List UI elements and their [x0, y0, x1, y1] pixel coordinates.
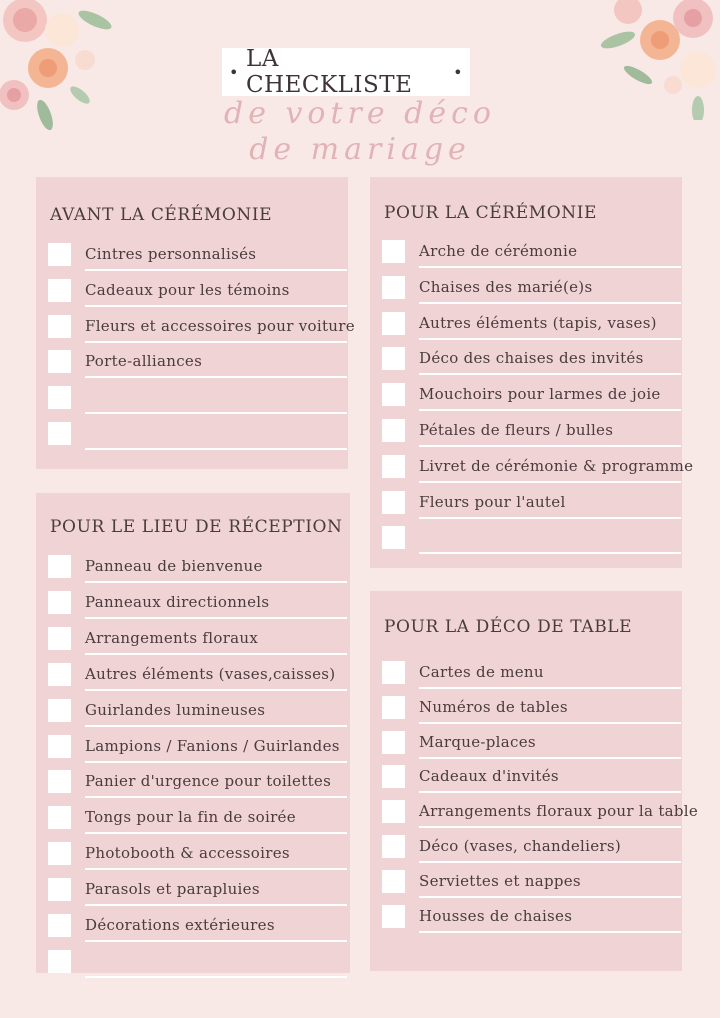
checkbox[interactable] [48, 663, 71, 686]
checklist-item-label: Housses de chaises [419, 907, 573, 925]
writing-line [85, 796, 347, 798]
checkbox[interactable] [48, 878, 71, 901]
checklist-item-label: Pétales de fleurs / bulles [419, 421, 614, 439]
title-bullet-left: • [229, 62, 239, 82]
section-title: POUR LA DÉCO DE TABLE [384, 617, 633, 637]
checklist-item-label: Cartes de menu [419, 663, 544, 681]
checkbox[interactable] [382, 455, 405, 478]
checkbox[interactable] [382, 731, 405, 754]
writing-line [419, 517, 681, 519]
checklist-item-label: Cintres personnalisés [85, 245, 257, 263]
checkbox[interactable] [48, 770, 71, 793]
checklist-item [382, 491, 682, 517]
checklist-item [382, 312, 682, 338]
checklist-item [382, 419, 682, 445]
checklist-item [48, 422, 348, 448]
checklist-item-label: Déco des chaises des invités [419, 349, 644, 367]
checklist-item [48, 950, 348, 976]
checklist-item [48, 315, 355, 341]
checklist-item-label: Fleurs et accessoires pour voiture [85, 317, 355, 335]
writing-line [419, 931, 681, 933]
checkbox[interactable] [382, 696, 405, 719]
writing-line [419, 826, 681, 828]
writing-line [85, 617, 347, 619]
checklist-item-label: Livret de cérémonie & programme [419, 457, 694, 475]
checkbox[interactable] [382, 383, 405, 406]
checkbox[interactable] [48, 735, 71, 758]
checkbox[interactable] [48, 243, 71, 266]
checklist-item [382, 455, 694, 481]
checklist-item-label: Parasols et parapluies [85, 880, 260, 898]
writing-line [85, 761, 347, 763]
checklist-item-label: Autres éléments (tapis, vases) [419, 314, 657, 332]
checkbox[interactable] [48, 350, 71, 373]
checklist-item [48, 386, 348, 412]
checklist-item-label: Autres éléments (vases,caisses) [85, 665, 336, 683]
writing-line [85, 581, 347, 583]
script-subtitle-line2: de mariage [249, 132, 471, 167]
checkbox[interactable] [48, 914, 71, 937]
checklist-item-label: Lampions / Fanions / Guirlandes [85, 737, 340, 755]
writing-line [85, 940, 347, 942]
checkbox[interactable] [48, 386, 71, 409]
checklist-item [382, 765, 682, 791]
writing-line [85, 904, 347, 906]
checklist-item-label: Fleurs pour l'autel [419, 493, 566, 511]
checkbox[interactable] [382, 240, 405, 263]
checklist-item-label: Marque-places [419, 733, 536, 751]
checklist-item [382, 870, 682, 896]
writing-line [419, 338, 681, 340]
checklist-item-label: Porte-alliances [85, 352, 203, 370]
writing-line [419, 687, 681, 689]
page-title [222, 48, 470, 96]
writing-line [419, 481, 681, 483]
checklist-item [382, 905, 682, 931]
checklist-item-label: Photobooth & accessoires [85, 844, 290, 862]
checklist-item [48, 878, 348, 904]
checkbox[interactable] [48, 842, 71, 865]
checklist-item-label: Arche de cérémonie [419, 242, 578, 260]
script-subtitle-line1: de votre déco [223, 96, 496, 131]
checkbox[interactable] [382, 800, 405, 823]
checklist-item-label: Panneaux directionnels [85, 593, 270, 611]
section-pour-la-deco-de-table [370, 591, 699, 971]
checklist-item [48, 806, 348, 832]
checklist-item [382, 240, 682, 266]
checkbox[interactable] [382, 661, 405, 684]
writing-line [85, 832, 347, 834]
checklist-item-label: Arrangements floraux [85, 629, 259, 647]
writing-line [85, 305, 347, 307]
checklist-item [48, 243, 348, 269]
checkbox[interactable] [382, 312, 405, 335]
checklist-item [48, 735, 348, 761]
checkbox[interactable] [382, 870, 405, 893]
checklist-item [382, 526, 682, 552]
checklist-item-label: Arrangements floraux pour la table [419, 802, 699, 820]
checklist-item [48, 627, 348, 653]
checkbox[interactable] [382, 491, 405, 514]
writing-line [85, 341, 347, 343]
checkbox[interactable] [48, 806, 71, 829]
title-text: LA CHECKLISTE [245, 46, 413, 98]
checkbox[interactable] [382, 419, 405, 442]
checklist-item-label: Serviettes et nappes [419, 872, 581, 890]
checkbox[interactable] [382, 526, 405, 549]
checkbox[interactable] [48, 950, 71, 973]
checklist-item-label: Guirlandes lumineuses [85, 701, 266, 719]
checkbox[interactable] [48, 591, 71, 614]
section-pour-la-ceremonie [370, 177, 694, 568]
writing-line [419, 409, 681, 411]
writing-line [419, 302, 681, 304]
checkbox[interactable] [382, 347, 405, 370]
checklist-item-label: Panneau de bienvenue [85, 557, 263, 575]
writing-line [419, 552, 681, 554]
checklist-item [382, 383, 682, 409]
writing-line [85, 868, 347, 870]
writing-line [85, 653, 347, 655]
checklist-item-label: Décorations extérieures [85, 916, 275, 934]
checklist-item [382, 696, 682, 722]
writing-line [419, 896, 681, 898]
checklist-item [48, 591, 348, 617]
writing-line [85, 976, 347, 978]
checklist-item-label: Cadeaux pour les témoins [85, 281, 290, 299]
checklist-item [382, 800, 699, 826]
checklist-item [382, 835, 682, 861]
checklist-item-label: Déco (vases, chandeliers) [419, 837, 622, 855]
writing-line [85, 448, 347, 450]
section-title: AVANT LA CÉRÉMONIE [50, 205, 273, 225]
section-avant-la-ceremonie [36, 177, 355, 469]
writing-line [419, 266, 681, 268]
checklist-item [48, 279, 348, 305]
checkbox[interactable] [382, 765, 405, 788]
checklist-item-label: Cadeaux d'invités [419, 767, 559, 785]
checklist-item [382, 347, 682, 373]
checklist-item-label: Chaises des marié(e)s [419, 278, 593, 296]
checklist-item-label: Tongs pour la fin de soirée [85, 808, 296, 826]
checklist-item [382, 276, 682, 302]
title-bullet-right: • [453, 62, 463, 82]
writing-line [85, 269, 347, 271]
checkbox[interactable] [48, 315, 71, 338]
checkbox[interactable] [48, 422, 71, 445]
checklist-item [48, 663, 348, 689]
writing-line [419, 861, 681, 863]
checkbox[interactable] [382, 905, 405, 928]
checklist-item [48, 842, 348, 868]
writing-line [419, 445, 681, 447]
checklist-item-label: Mouchoirs pour larmes de joie [419, 385, 661, 403]
checklist-item [48, 914, 348, 940]
checkbox[interactable] [382, 835, 405, 858]
writing-line [419, 791, 681, 793]
checklist-item [48, 770, 348, 796]
checklist-item-label: Panier d'urgence pour toilettes [85, 772, 332, 790]
writing-line [419, 373, 681, 375]
section-pour-le-lieu-de-reception [36, 493, 350, 973]
writing-line [85, 725, 347, 727]
section-title: POUR LE LIEU DE RÉCEPTION [50, 517, 343, 537]
writing-line [85, 376, 347, 378]
checklist-item [48, 350, 348, 376]
checklist-item [48, 555, 348, 581]
checklist-item [382, 731, 682, 757]
writing-line [419, 722, 681, 724]
checklist-item-label: Numéros de tables [419, 698, 568, 716]
section-title: POUR LA CÉRÉMONIE [384, 203, 598, 223]
checkbox[interactable] [382, 276, 405, 299]
checkbox[interactable] [48, 699, 71, 722]
checklist-item [382, 661, 682, 687]
writing-line [419, 757, 681, 759]
checkbox[interactable] [48, 279, 71, 302]
checklist-item [48, 699, 348, 725]
writing-line [85, 689, 347, 691]
checkbox[interactable] [48, 555, 71, 578]
checkbox[interactable] [48, 627, 71, 650]
writing-line [85, 412, 347, 414]
